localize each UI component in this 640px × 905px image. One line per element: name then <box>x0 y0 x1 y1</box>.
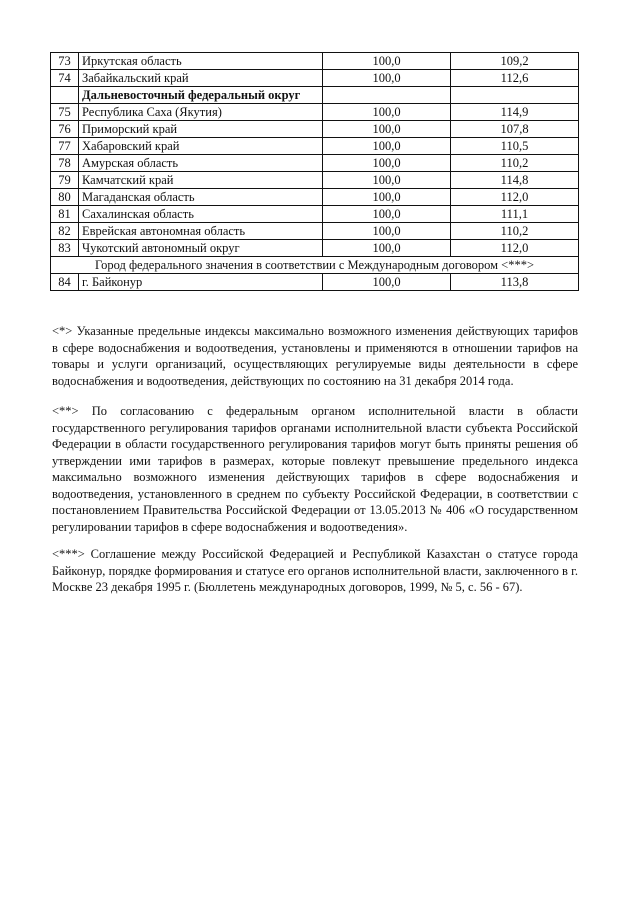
index-max: 113,8 <box>451 274 579 291</box>
footnote-3-text: <***> Соглашение между Российской Федерацией и Республикой Казахстан о статусе города Байконур, порядке формирования и статусе его органов исполнительной власти, заключенного в г. Москве 23 декабря 1995 г. (Бюллетень международных договоров, 1999, № 5, с. 56 - 67). <box>52 547 578 594</box>
index-max: 112,0 <box>451 189 579 206</box>
index-base: 100,0 <box>323 104 451 121</box>
section-empty-cell <box>323 87 451 104</box>
index-max: 109,2 <box>451 53 579 70</box>
index-max: 110,2 <box>451 223 579 240</box>
row-number: 74 <box>51 70 79 87</box>
index-max: 114,8 <box>451 172 579 189</box>
row-number: 80 <box>51 189 79 206</box>
table-row <box>51 104 579 121</box>
index-max: 114,9 <box>451 104 579 121</box>
row-number: 73 <box>51 53 79 70</box>
region-name: Республика Саха (Якутия) <box>79 104 323 121</box>
index-max: 112,0 <box>451 240 579 257</box>
section-num-cell <box>51 87 79 104</box>
section-row <box>51 87 579 104</box>
table-row <box>51 223 579 240</box>
span-title: Город федерального значения в соответствии с Международным договором <***> <box>51 257 579 274</box>
table-row <box>51 189 579 206</box>
region-name: Забайкальский край <box>79 70 323 87</box>
index-base: 100,0 <box>323 240 451 257</box>
row-number: 78 <box>51 155 79 172</box>
index-base: 100,0 <box>323 53 451 70</box>
region-name: Иркутская область <box>79 53 323 70</box>
region-name: Хабаровский край <box>79 138 323 155</box>
region-name: г. Байконур <box>79 274 323 291</box>
region-name: Камчатский край <box>79 172 323 189</box>
row-number: 75 <box>51 104 79 121</box>
index-max: 107,8 <box>451 121 579 138</box>
index-base: 100,0 <box>323 223 451 240</box>
row-number: 76 <box>51 121 79 138</box>
table-row <box>51 155 579 172</box>
index-max: 111,1 <box>451 206 579 223</box>
index-base: 100,0 <box>323 138 451 155</box>
table-row <box>51 138 579 155</box>
index-base: 100,0 <box>323 189 451 206</box>
footnote-1 <box>52 323 578 389</box>
index-max: 110,2 <box>451 155 579 172</box>
row-number: 84 <box>51 274 79 291</box>
table-row <box>51 53 579 70</box>
table-row <box>51 206 579 223</box>
tariff-index-table <box>50 52 579 291</box>
table-row <box>51 172 579 189</box>
table-row <box>51 70 579 87</box>
footnote-3 <box>52 546 578 596</box>
row-number: 79 <box>51 172 79 189</box>
row-number: 81 <box>51 206 79 223</box>
region-name: Сахалинская область <box>79 206 323 223</box>
index-max: 110,5 <box>451 138 579 155</box>
span-row <box>51 257 579 274</box>
row-number: 77 <box>51 138 79 155</box>
footnote-2-text: <**> По согласованию с федеральным органом исполнительной власти в области государственного регулирования тарифов органами исполнительной власти субъекта Российской Федерации в области государственного регулирования тарифов могут быть приняты решения об утверждении ими тарифов в размерах, которые повлекут превышение предельного индекса максимально возможного изменения действующих тарифов в сфере водоснабжения и водоотведения, установленного в среднем по субъекту Российской Федерации, в соответствии с постановлением Правительства Российской Федерации от 13.05.2013 № 406 «О государственном регулировании тарифов в сфере водоснабжения и водоотведения». <box>52 404 578 534</box>
table-body <box>51 53 579 291</box>
region-name: Приморский край <box>79 121 323 138</box>
table-row <box>51 240 579 257</box>
footnote-2 <box>52 403 578 535</box>
index-base: 100,0 <box>323 172 451 189</box>
index-base: 100,0 <box>323 70 451 87</box>
region-name: Еврейская автономная область <box>79 223 323 240</box>
section-title: Дальневосточный федеральный округ <box>79 87 323 104</box>
row-number: 82 <box>51 223 79 240</box>
index-base: 100,0 <box>323 121 451 138</box>
index-max: 112,6 <box>451 70 579 87</box>
index-base: 100,0 <box>323 206 451 223</box>
region-name: Магаданская область <box>79 189 323 206</box>
section-empty-cell <box>451 87 579 104</box>
index-base: 100,0 <box>323 274 451 291</box>
region-name: Амурская область <box>79 155 323 172</box>
row-number: 83 <box>51 240 79 257</box>
region-name: Чукотский автономный округ <box>79 240 323 257</box>
table-row <box>51 274 579 291</box>
footnote-1-text: <*> Указанные предельные индексы максимально возможного изменения действующих тарифов в сфере водоснабжения и водоотведения, установлены и применяются в отношении тарифов на товары и услуги организаций, осуществляющих регулируемые виды деятельности в сфере водоснабжения и водоотведения, действующих по состоянию на 31 декабря 2014 года. <box>52 324 578 388</box>
index-base: 100,0 <box>323 155 451 172</box>
table-row <box>51 121 579 138</box>
